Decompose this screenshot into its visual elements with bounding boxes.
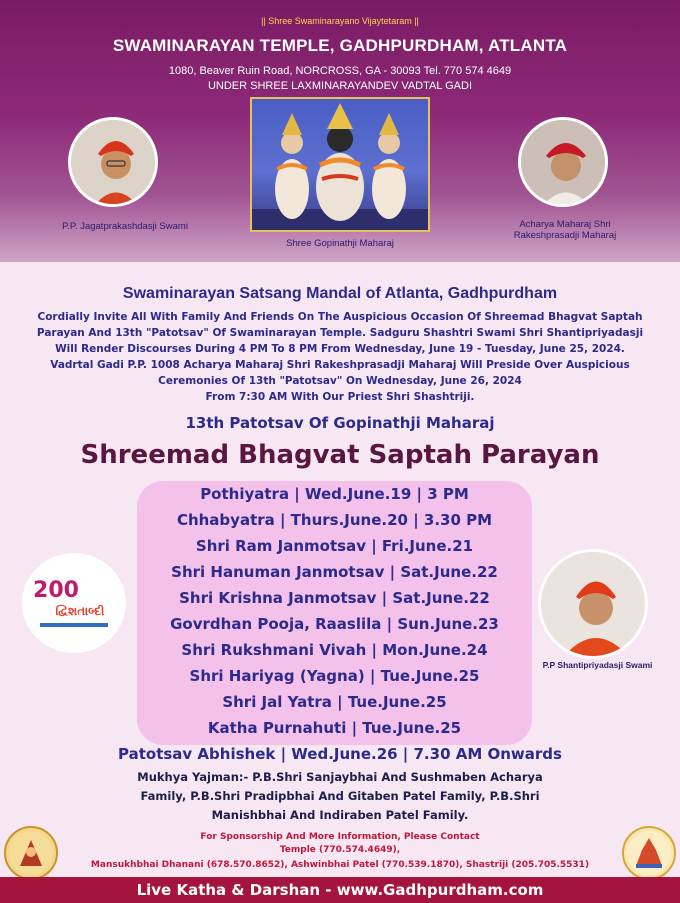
right-caption-line2: Rakeshprasadji Maharaj xyxy=(513,230,617,241)
badge-text: દ્વિશતાબ્દી xyxy=(55,604,105,618)
mukhya-yajman xyxy=(60,768,620,825)
invitation-line: Will Render Discourses During 4 PM To 8 PM From Wednesday, June 19 - Tuesday, June 25, 2024. xyxy=(55,343,625,355)
contact-people: Mansukhbhai Dhanani (678.570.8652), Ashwinbhai Patel (770.539.1870), Shastriji (205.705.5531) xyxy=(90,860,590,870)
deity-murti-icon xyxy=(252,99,428,230)
schedule-item: Govrdhan Pooja, Raaslila | Sun.June.23 xyxy=(170,615,499,633)
left-portrait-caption: P.P. Jagatprakashdasji Swami xyxy=(62,221,188,232)
footer-website-link[interactable]: Live Katha & Darshan - www.Gadhpurdham.com xyxy=(136,881,544,899)
temple-emblem-icon xyxy=(6,828,56,878)
temple-logo-left xyxy=(4,826,58,880)
schedule-item: Shri Jal Yatra | Tue.June.25 xyxy=(222,693,447,711)
swami-figure-icon xyxy=(71,120,158,207)
patotsav-subtitle: 13th Patotsav Of Gopinathji Maharaj xyxy=(185,414,495,432)
guru-portrait xyxy=(538,549,648,659)
badge-number: 200 xyxy=(33,578,79,603)
bicentenary-logo-icon xyxy=(22,553,126,653)
yajman-line: Mukhya Yajman:- P.B.Shri Sanjaybhai And Sushmaben Acharya xyxy=(137,770,543,784)
temple-title: SWAMINARAYAN TEMPLE, GADHPURDHAM, ATLANTA xyxy=(112,36,568,55)
yajman-line: Family, P.B.Shri Pradipbhai And Gitaben Patel Family, P.B.Shri xyxy=(140,789,540,803)
temple-affiliation: UNDER SHREE LAXMINARAYANDEV VADTAL GADI xyxy=(207,80,473,92)
schedule-item: Shri Rukshmani Vivah | Mon.June.24 xyxy=(181,641,488,659)
invitation-text xyxy=(20,309,660,405)
right-caption-line1: Acharya Maharaj Shri xyxy=(519,219,611,230)
invitation-line: Parayan And 13th "Patotsav" Of Swaminarayan Temple. Sadguru Shashtri Swami Shri Shantipriyadasji xyxy=(36,327,644,339)
schedule-item: Katha Purnahuti | Tue.June.25 xyxy=(207,719,462,737)
invitation-line: From 7:30 AM With Our Priest Shri Shashtriji. xyxy=(205,391,475,403)
invitation-line: Ceremonies Of 13th "Patotsav" On Wednesday, June 26, 2024 xyxy=(158,375,522,387)
schedule-box xyxy=(137,481,532,745)
temple-logo-right xyxy=(622,826,676,880)
yajman-line: Manishbhai And Indiraben Patel Family. xyxy=(211,808,469,822)
contact-lead xyxy=(120,831,560,857)
guru-caption: P.P Shantipriyadasji Swami xyxy=(542,660,653,670)
shikhar-emblem-icon xyxy=(624,828,674,878)
patotsav-abhishek: Patotsav Abhishek | Wed.June.26 | 7.30 AM Onwards xyxy=(118,745,562,763)
schedule-item: Shri Hariyag (Yagna) | Tue.June.25 xyxy=(189,667,480,685)
contact-line: For Sponsorship And More Information, Please Contact xyxy=(200,832,480,842)
invitation-line: Cordially Invite All With Family And Friends On The Auspicious Occasion Of Shreemad Bhagvat Saptah xyxy=(37,311,643,323)
main-title: Shreemad Bhagvat Saptah Parayan xyxy=(80,440,600,470)
invitation-line: Vadrtal Gadi P.P. 1008 Acharya Maharaj Shri Rakeshprasadji Maharaj Will Preside Over Auspicious xyxy=(50,359,630,371)
footer-bar xyxy=(0,877,680,903)
deity-caption: Shree Gopinathji Maharaj xyxy=(286,238,394,249)
temple-address: 1080, Beaver Ruin Road, NORCROSS, GA - 30093 Tel. 770 574 4649 xyxy=(168,65,512,77)
schedule-item: Pothiyatra | Wed.June.19 | 3 PM xyxy=(200,485,469,503)
mandal-heading: Swaminarayan Satsang Mandal of Atlanta, Gadhpurdham xyxy=(122,285,558,302)
acharya-figure-icon xyxy=(521,120,608,207)
header-tagline: || Shree Swaminarayano Vijaytetaram || xyxy=(261,16,419,26)
schedule-item: Shri Hanuman Janmotsav | Sat.June.22 xyxy=(171,563,498,581)
header-banner xyxy=(0,0,680,262)
schedule-item: Chhabyatra | Thurs.June.20 | 3.30 PM xyxy=(176,511,493,529)
right-portrait-caption xyxy=(490,219,640,241)
contact-line: Temple (770.574.4649), xyxy=(279,845,401,855)
guru-figure-icon xyxy=(541,552,648,659)
schedule-item: Shri Krishna Janmotsav | Sat.June.22 xyxy=(179,589,490,607)
schedule-item: Shri Ram Janmotsav | Fri.June.21 xyxy=(195,537,474,555)
bicentenary-badge xyxy=(22,553,126,653)
swami-portrait-left xyxy=(68,117,158,207)
deity-image xyxy=(250,97,430,232)
acharya-portrait-right xyxy=(518,117,608,207)
